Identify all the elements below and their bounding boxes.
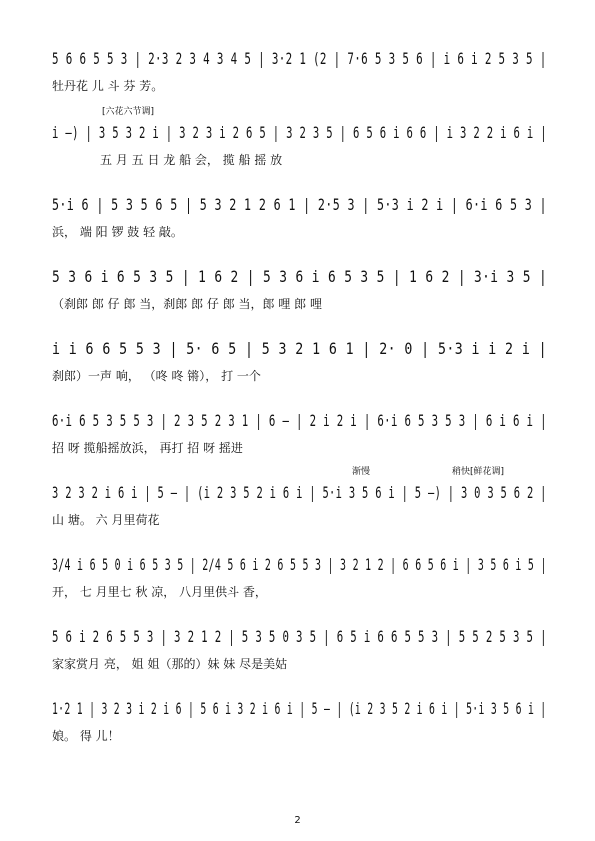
lyrics-line: 浜， 端 阳 锣 鼓 轻 敲。 [52, 225, 183, 239]
notation-line: 5 6 6 5 5 3 | 2·3 2 3 4 3 4 5 | 3·2 1 (2 | 7·6 5 3 5 6 | i 6 i 2 5 3 5 | [52, 49, 547, 68]
lyrics-line: （刹郎 郎 仔 郎 当，刹郎 郎 仔 郎 当，郎 哩 郎 哩 [52, 297, 322, 311]
notation-line: 3/4 i 6 5 0 i 6 5 3 5 | 2/4 5 6 i 2 6 5 5 3 | 3 2 1 2 | 6 6 5 6 i | 3 5 6 i 5 | [52, 555, 547, 574]
notation-line: 1·2 1 | 3 2 3 i 2 i 6 | 5 6 i 3 2 i 6 i | 5 — | (i 2 3 5 2 i 6 i | 5·i 3 5 6 i | [52, 699, 547, 718]
lyrics-line: 开， 七 月里七 秋 凉， 八月里供斗 香， [52, 585, 267, 599]
notation-line: i —) | 3 5 3 2 i | 3 2 3 i 2 6 5 | 3 2 3 5 | 6 5 6 i 6 6 | i 3 2 2 i 6 i | [52, 123, 547, 142]
lyrics-line: 山 塘。 六 月里荷花 [52, 513, 160, 527]
tempo-marking: 稍快[鲜花调] [452, 467, 505, 477]
tune-name-marking: [六花六节调] [102, 107, 155, 117]
lyrics-line: 招 呀 揽船摇放浜， 再打 招 呀 摇进 [52, 441, 243, 455]
notation-line: 5 6 i 2 6 5 5 3 | 3 2 1 2 | 5 3 5 0 3 5 | 6 5 i 6 6 5 5 3 | 5 5 2 5 3 5 | [52, 627, 547, 646]
notation-line: 5·i 6 | 5 3 5 6 5 | 5 3 2 1 2 6 1 | 2·5 3 | 5·3 i 2 i | 6·i 6 5 3 | [52, 195, 547, 214]
lyrics-line: 家家赏月 亮， 姐 姐（那的）妹 妹 尽是美姑 [52, 657, 288, 671]
lyrics-line: 娘。 得 儿！ [52, 729, 120, 743]
lyrics-line: 刹郎）一声 响， （咚 咚 锵）， 打 一个 [52, 369, 261, 383]
notation-line: 6·i 6 5 3 5 5 3 | 2 3 5 2 3 1 | 6 — | 2 i 2 i | 6·i 6 5 3 5 3 | 6 i 6 i | [52, 411, 547, 430]
page-number: 2 [294, 815, 301, 826]
notation-line: 3 2 3 2 i 6 i | 5 — | (i 2 3 5 2 i 6 i | 5·i 3 5 6 i | 5 —) | 3 0 3 5 6 2 | [52, 483, 547, 502]
tempo-marking: 渐慢 [352, 467, 371, 477]
lyrics-line: 五 月 五 日 龙 船 会， 揽 船 摇 放 [100, 153, 283, 167]
notation-line: 5 3 6 i 6 5 3 5 | 1 6 2 | 5 3 6 i 6 5 3 5 | 1 6 2 | 3·i 3 5 | [52, 267, 548, 286]
notation-line: i i 6 6 5 5 3 | 5· 6 5 | 5 3 2 1 6 1 | 2· 0 | 5·3 i i 2 i | [52, 339, 548, 358]
lyrics-line: 牡丹花 儿 斗 芬 芳。 [52, 79, 164, 93]
